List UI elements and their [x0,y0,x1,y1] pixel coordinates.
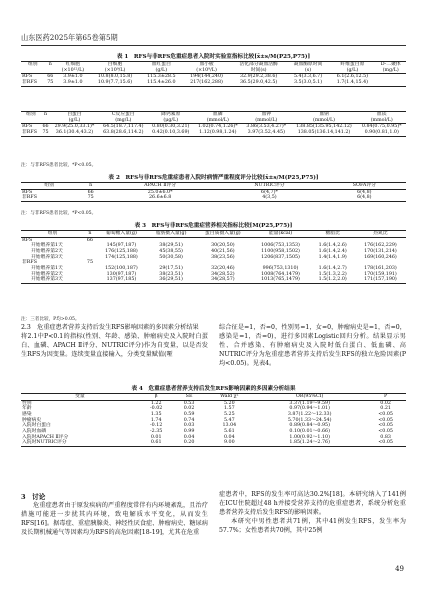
column-header: 白细胞 (×10⁹/L) [90,62,140,74]
table-cell: 29(17,51) [159,265,183,271]
table-cell: 1.74 [150,417,162,423]
column-header: 蛋白质摄入量(g) [195,231,250,238]
table-cell: 66 [87,189,94,195]
table-cell: 0.59 [183,411,195,417]
table-cell: 入院时白蛋白 [22,423,51,429]
table-cell: 6(4,8) [323,195,406,201]
table-cell: 0.83 [380,434,391,440]
table-cell: 64.5(18.7,117.4) [103,124,144,130]
column-header: 血红蛋白 (g/L) [140,62,182,74]
table-header-row [21,112,406,124]
column-header: 组别 [21,112,41,124]
table-cell: 40(21,56) [211,248,235,254]
table4 [21,393,406,447]
table-cell: 4(3,5) [216,195,322,201]
table-cell: 130(97,187) [106,271,137,277]
column-header: NUTRIC评分 [216,183,322,190]
table-cell: 63.8(28.6,114.2) [99,130,148,136]
table-cell: 1.6(1.4,2.6) [318,243,347,249]
table-cell: 1.5(1.3,2.2) [318,271,347,277]
table-cell: 75 [45,80,56,86]
table-cell: 29.9(25.0,33.1)* [54,124,95,130]
table-row [21,277,406,283]
table-cell: 25.0±6.0* [147,189,173,195]
table-cell: -0.02 [150,406,163,412]
header-rule [21,45,406,46]
table-cell: 176(162,229) [364,243,397,249]
column-header: 血小板 (×10⁹/L) [182,62,230,74]
table-cell: <0.05 [378,423,393,429]
column-header: n [84,231,96,238]
table-cell: 10.9(7.7,15.6) [90,80,140,86]
table-cell: <0.05 [378,411,393,417]
table-cell: -2.35 [150,428,163,434]
table-cell: 0.42(0.10,3.69) [148,130,194,136]
column-header: 葡萄糖入量(g) [96,231,147,238]
discussion-left [21,502,208,538]
table-cell: 174(125,188) [105,254,138,260]
table-cell: 6(4,8) [357,189,372,195]
table-cell: 217(162,288) [182,80,230,86]
table-cell: 66 [86,237,93,243]
table-header-row [21,394,406,401]
table-cell: RFS [22,74,33,80]
table-cell: 0.84(0.75,0.95)* [361,124,402,130]
table-cell: 38(29,51) [159,243,183,249]
table-row [21,195,406,201]
table-cell: 1.6(1.4,2.4) [318,248,347,254]
table-cell: 13.04 [222,423,237,429]
section-2-3-heading: 2.3 危重症患者营养支持后发生RFS影响因素的多因素分析结果 [21,324,199,331]
column-header: P [365,394,406,401]
column-header: 能量(kcal) [251,231,311,238]
column-header: 糖脂比 [311,231,355,238]
table-cell: 75 [77,195,104,201]
table2 [21,182,406,202]
table-cell: 171(157,190) [355,277,406,283]
table-cell: 非RFS [21,130,41,136]
column-header: SE [174,394,205,401]
column-header: n [41,112,50,124]
table-cell: 30(20,50) [211,243,235,249]
table-cell: 开始喂养第1天 [31,265,63,271]
table-cell: 32(20,46) [211,265,235,271]
table-cell: 1.6(1.4,2.7) [318,265,347,271]
table-cell: 32.9(29.2,38.6) [239,74,278,80]
table-cell: <0.05 [365,440,406,446]
table-cell: 169(160,246) [364,254,397,260]
table-cell: 36(29,51) [147,277,195,283]
table-cell: RFS [22,124,33,130]
table-cell: 1.12(0.98,1.24) [194,130,242,136]
column-header: 组别 [21,183,77,190]
table-cell: 开始喂养第3天 [31,254,63,260]
column-header: 脂肪摄入量(g) [147,231,195,238]
table-cell: 非RFS [22,260,38,266]
table-cell: 1013(765,1479) [251,277,311,283]
table-cell: 性别 [22,400,32,406]
column-header: 活化部分凝血活酶 时间(s) [231,62,287,74]
discussion-left-text: 危重症患者由于原发疾病的严重程度常伴有内环境紊乱，且治疗措施可能进一步扰其内环境，致电解质水平变化，从而发生RFS[16]。据毒症、重症胰腺炎、神经性厌食症、肿瘤病史、糖尿病及长期机械通气等因素均为RFS的高危因素[18-19]，尤其在危重 [21,502,208,536]
table-cell: 36.5(29.0,42.5) [231,80,287,86]
table-cell: 1.4(1.4,1.9) [318,254,347,260]
column-header: 凝血酶原时间 (s) [287,62,330,74]
column-header: 组别 [21,62,45,74]
table-cell: 3.9±1.0 [63,74,83,80]
table-row [21,130,406,136]
table-cell: 3.86(3.53,4.27)* [246,124,287,130]
table-cell: 非RFS [21,80,45,86]
column-header: 白蛋白 (g/L) [50,112,98,124]
table-cell: 1008(764,1479) [261,271,300,277]
column-header: SOFA评分 [323,183,406,190]
table-cell: 3.9±1.0 [56,80,90,86]
table-cell: -0.12 [150,423,163,429]
column-header: 降钙素原 (μg/L) [148,112,194,124]
table-cell: 145(97,187) [106,243,137,249]
body-left-top [21,324,208,360]
table-cell: 26.6±6.8 [104,195,216,201]
table-row [21,80,406,86]
table-cell: 115.3±28.5 [147,74,176,80]
table-cell: 0.61 [139,440,174,446]
table-cell: 3.87(1.22～12.33) [287,411,332,417]
table-cell: 5.70(1.33～24.54) [287,417,332,423]
body-right-top [219,324,406,369]
table3-note: 注：三者比较，P均>0.05。 [21,317,80,322]
column-header: C反应蛋白 (mg/L) [99,112,148,124]
table-cell: 0.97(0.94～1.01) [289,406,330,412]
table-cell: 3.37(1.19～9.59) [289,400,330,406]
column-header: OR(95%CI) [254,394,365,401]
table-cell: 6.1(2.6,12.5) [336,74,369,80]
table-cell: 1.02(0.74,1.26)* [197,124,238,130]
regression-description: 综合征是=1，否=0，性别男=1，女=0，肿瘤病史是=1，否=0，感染是=1，否=0)，进行多因素Logistic回归分析。结果显示男性、合并感染、有肿瘤病史及入院时低白蛋白、低血磷、高NUTRIC评分为危重症患者营养支持后发生RFS的独立危险因素(P均<0.05)。见表4。 [219,324,406,367]
table-cell: 5.25 [223,411,235,417]
table-cell: 0.03 [183,423,195,429]
table-cell: 开始喂养第3天 [21,277,84,283]
table1-part2 [21,111,406,137]
table-header-row [21,62,406,74]
table2-caption: 表 2 RFS与非RFS危重症患者入院时病情严重程度评分比较[x̄±s/M(P25,P75)] [108,175,319,181]
table-cell: 66 [47,74,54,80]
table1-note: 注：与非RFS患者比较，*P<0.05。 [21,163,97,168]
table-cell: 9.00 [205,440,255,446]
table4-caption: 表 4 危重症患者营养支持后发生RFS影响因素的多因素分析结果 [131,386,296,392]
table-cell: 45(38,55) [159,248,183,254]
table-cell: 5.47 [223,417,235,423]
table-cell: 1.35 [150,411,162,417]
table-cell: 1.7(1.4,15.4) [329,80,375,86]
table-cell: 1.22 [150,400,162,406]
column-header: D-二聚体 (mg/L) [375,62,406,74]
table-cell: 1.57 [223,406,235,412]
table-cell: 36.1(30.4,43.2) [50,130,98,136]
table-cell: 0.74 [183,417,195,423]
column-header: 纤维蛋白原 (g/L) [329,62,375,74]
discussion-right [219,491,406,536]
table-cell: 38(23,56) [211,254,235,260]
table-cell: 0.20 [174,440,205,446]
table-cell: 入院时血磷 [22,428,46,434]
table-cell: 0.53 [183,400,195,406]
column-header: 变量 [21,394,139,401]
table3 [21,230,406,284]
table-cell: 1.85(1.24～2.76) [254,440,365,446]
column-header: n [45,62,56,74]
table-cell [375,80,406,86]
table-cell: 年龄 [22,406,32,412]
table-cell: 1206(837,1505) [261,254,300,260]
page-number: 49 [395,565,404,573]
column-header: β [139,394,174,401]
table-cell: 5.20 [223,400,235,406]
table-cell: 176(125,188) [105,248,138,254]
table-cell: 非RFS [21,195,77,201]
table-cell: 138.05(136.14,141.2) [291,130,358,136]
table-cell: RFS [22,189,33,195]
table-cell: 入院时NUTRIC评分 [21,440,139,446]
table-cell: 0.10(0.01～0.66) [289,428,330,434]
table-cell: 138.85(135.95,142.12) [296,124,352,130]
table-cell: 0.21 [380,406,391,412]
table-cell: 170(159,191) [364,271,397,277]
table-cell: 6(4,7)* [261,189,278,195]
table-cell: 开始喂养第1天 [31,243,63,249]
discussion-heading: 3 讨论 [21,493,46,501]
table-cell: 0.90(0.81,1.0) [357,130,406,136]
column-header: 组别 [21,231,84,238]
table-cell: 1.00(0.92～1.10) [289,434,330,440]
table-cell: 170(131,214) [364,248,397,254]
table-header-row [21,183,406,190]
column-header: 血镁 (mmol/L) [357,112,406,124]
column-header: 血磷 (mmol/L) [194,112,242,124]
table-cell: 5.61 [223,428,235,434]
table-cell: 34(28,52) [211,271,235,277]
table-cell: 178(161,203) [364,265,397,271]
table3-caption: 表 3 RFS与非RFS危重症营养相关指标比较[M(P25,P75)] [134,223,293,229]
table-cell: 137(97,185) [96,277,147,283]
table-cell: RFS [22,237,33,243]
table-cell: 0.02 [380,400,391,406]
table-cell: 75 [42,129,49,135]
table-cell: 194(144,240) [190,74,223,80]
running-header: 山东医药2025年第65卷第5期 [21,33,118,42]
discussion-right-text-1: 症患者中，RFS的发生率可高达30.2%[18]。本研究纳入了141例在ICU住院超过48 h并接受营养支持的危重症患者，系统分析危重患者营养支持后发生RFS的影响因素。 [219,491,406,516]
table-cell: 入院时APACH Ⅱ评分 [22,434,69,440]
table-cell: 50(30,58) [159,254,183,260]
table-cell: 0.80(0.30,3.21) [152,124,190,130]
table1-caption: 表 1 RFS与非RFS危重症患者入院时实验室指标比较[x̄±s/M(P25,P75)] [116,54,311,60]
table-cell: 152(100,187) [105,265,138,271]
table-cell: 肿瘤病史 [22,417,42,423]
table-cell: 3.97(3.52,4.45) [242,130,290,136]
discussion-right-text-2: 本研究中男性患者共71例，其中41例发生RFS，发生率为57.7%；女性患者共70例，其中25例 [219,517,406,534]
table-cell: 66 [42,124,49,130]
table2-note: 注：与非RFS患者比较，*P<0.05。 [21,211,97,216]
table1-part1 [21,61,406,87]
column-header: n [77,183,104,190]
table-cell: 开始喂养第2天 [31,271,63,277]
column-header: APACH Ⅱ评分 [104,183,216,190]
table-cell: 34(28,57) [195,277,250,283]
table-row [21,440,406,446]
table-cell: 0.04 [223,434,235,440]
column-header: Wald χ² [205,394,255,401]
column-header: 血钾 (mmol/L) [242,112,290,124]
table-cell: 开始喂养第2天 [31,248,63,254]
table-cell: 0.89(0.84～0.95) [289,423,330,429]
table-cell: 996(753,1310) [262,265,299,271]
table-cell [84,277,96,283]
section-2-3-text: 将2.1中P<0.1的指标(性别、年龄、感染、肿瘤病史及入院时白蛋白、血磷、APACH Ⅱ评分、NUTRIC评分)作为自变量，以是否发生RFS为因变量。连续变量直接输入，分类变量赋值(哑 [21,332,208,358]
table-cell: 0.99 [183,428,195,434]
column-header: 红细胞 (×10¹²/L) [56,62,90,74]
table-cell: 5.4(3.3,6.7) [293,74,323,80]
table-cell: 1006(753,1353) [261,243,300,249]
table-cell: 1100(958,1502) [261,248,300,254]
table-cell: 10.8(8.0,15.8) [97,74,133,80]
table-cell: 38(23,51) [159,271,183,277]
table-cell: 1.5(1.2,2.0) [311,277,355,283]
table-cell: 0.04 [183,434,195,440]
table-cell: 115.4±26.0 [140,80,182,86]
table-cell: 0.01 [150,434,162,440]
table-cell: 感染 [22,411,32,417]
column-header: 血钠 (mmol/L) [291,112,358,124]
column-header: 热氮比 [355,231,406,238]
table-cell: <0.05 [378,428,393,434]
table-cell: 3.5(3.0,5.1) [287,80,330,86]
journal-page [21,0,406,599]
table-cell: <0.05 [378,417,393,423]
table-cell: 75 [86,260,93,266]
table-header-row [21,231,406,238]
table-cell: 0.02 [183,406,195,412]
